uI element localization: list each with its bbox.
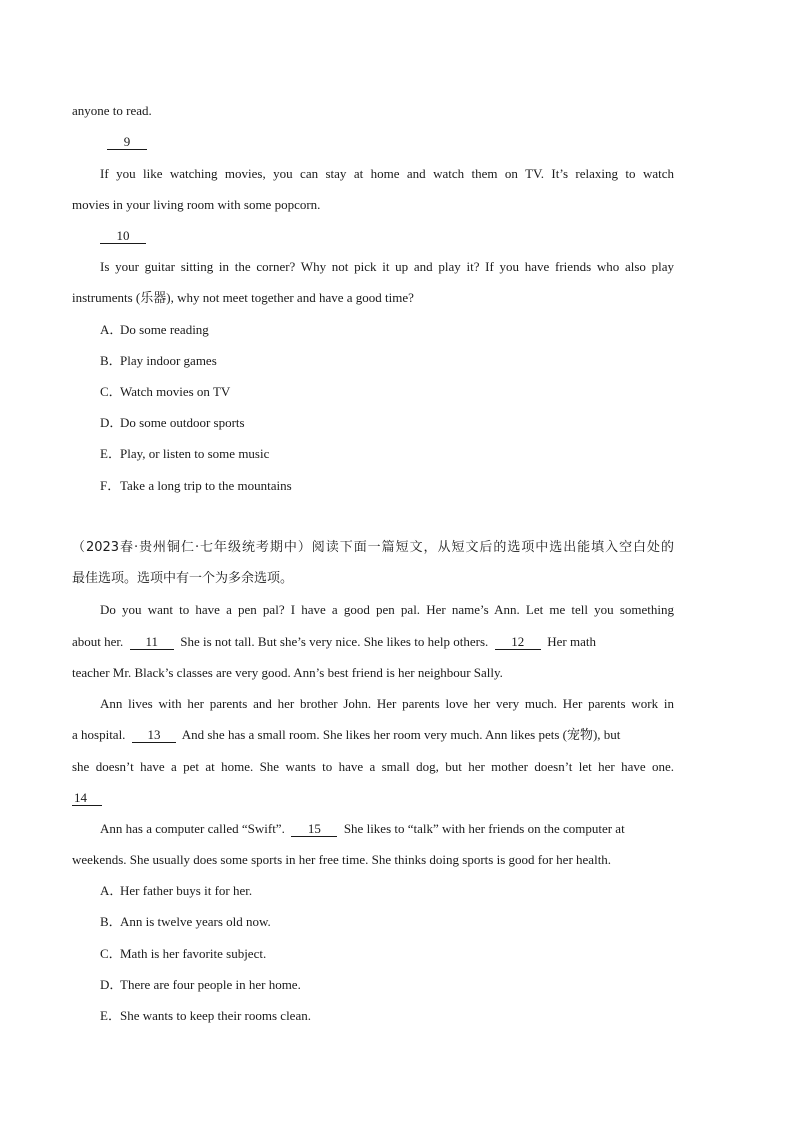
option-letter: D． <box>100 415 123 430</box>
text-line: Do you want to have a pen pal? I have a good pen pal. Her name’s Ann. Let me tell you something <box>100 602 674 617</box>
option-letter: C． <box>100 946 122 961</box>
option-letter: F． <box>100 478 121 493</box>
text-line: teacher Mr. Black’s classes are very good. Ann’s best friend is her neighbour Sally. <box>72 665 503 680</box>
option-item <box>100 477 674 495</box>
option-text: Her father buys it for her. <box>120 883 253 898</box>
answer-blank-9[interactable]: 9 <box>107 134 147 150</box>
option-item <box>100 445 674 463</box>
option-text: Math is her favorite subject. <box>120 946 267 961</box>
answer-blank-12[interactable]: 12 <box>495 634 541 650</box>
answer-blank-line <box>72 789 674 807</box>
text-line: anyone to read. <box>72 103 152 118</box>
text-segment: Ann has a computer called “Swift”. <box>100 821 285 836</box>
text-line: she doesn’t have a pet at home. She wants to have a small dog, but her mother doesn’t let her have one. <box>72 759 674 774</box>
option-letter: B． <box>100 914 122 929</box>
text-segment: She is not tall. But she’s very nice. She likes to help others. <box>180 634 489 649</box>
option-text: Take a long trip to the mountains <box>120 478 292 493</box>
text-line: movies in your living room with some popcorn. <box>72 197 321 212</box>
question-instruction: （2023春·贵州铜仁·七年级统考期中）阅读下面一篇短文，从短文后的选项中选出能填入空白处的 <box>72 540 674 555</box>
text-line: instruments (乐器), why not meet together and have a good time? <box>72 290 414 305</box>
option-letter: D． <box>100 977 123 992</box>
text-line: If you like watching movies, you can stay at home and watch them on TV. It’s relaxing to watch <box>100 166 674 181</box>
option-item <box>100 414 674 432</box>
option-letter: A． <box>100 883 123 898</box>
option-text: She wants to keep their rooms clean. <box>120 1008 311 1023</box>
option-letter: A． <box>100 322 123 337</box>
option-letter: C． <box>100 384 122 399</box>
option-item <box>100 321 674 339</box>
text-segment: about her. <box>72 634 124 649</box>
option-text: Play indoor games <box>120 353 217 368</box>
text-line: Is your guitar sitting in the corner? Why not pick it up and play it? If you have friends who also play <box>100 259 674 274</box>
text-line <box>72 726 674 744</box>
text-line <box>100 820 674 838</box>
option-item <box>100 945 674 963</box>
option-item <box>100 913 674 931</box>
answer-blank-line <box>100 227 674 245</box>
text-segment: She likes to “talk” with her friends on the computer at <box>343 821 625 836</box>
option-item <box>100 882 674 900</box>
text-segment: a hospital. <box>72 727 126 742</box>
option-item <box>100 383 674 401</box>
option-letter: B． <box>100 353 122 368</box>
option-text: Watch movies on TV <box>120 384 231 399</box>
text-line: weekends. She usually does some sports in her free time. She thinks doing sports is good for her health. <box>72 852 612 867</box>
question-instruction: 最佳选项。选项中有一个为多余选项。 <box>72 571 294 586</box>
option-text: Do some outdoor sports <box>120 415 245 430</box>
text-line: Ann lives with her parents and her brother John. Her parents love her very much. Her parents work in <box>100 696 674 711</box>
answer-blank-15[interactable]: 15 <box>291 821 337 837</box>
option-item <box>100 1007 674 1025</box>
option-text: Ann is twelve years old now. <box>120 914 271 929</box>
text-line <box>72 633 674 651</box>
answer-blank-11[interactable]: 11 <box>130 634 174 650</box>
answer-blank-14[interactable]: 14 <box>72 790 102 806</box>
option-letter: E． <box>100 1008 121 1023</box>
text-segment: And she has a small room. She likes her room very much. Ann likes pets (宠物), but <box>181 727 621 742</box>
answer-blank-13[interactable]: 13 <box>132 727 176 743</box>
answer-blank-10[interactable]: 10 <box>100 228 146 244</box>
option-letter: E． <box>100 446 121 461</box>
text-segment: Her math <box>547 634 596 649</box>
option-item <box>100 976 674 994</box>
option-text: Play, or listen to some music <box>120 446 270 461</box>
option-text: Do some reading <box>120 322 209 337</box>
option-item <box>100 352 674 370</box>
option-text: There are four people in her home. <box>120 977 301 992</box>
answer-blank-line <box>107 133 709 151</box>
